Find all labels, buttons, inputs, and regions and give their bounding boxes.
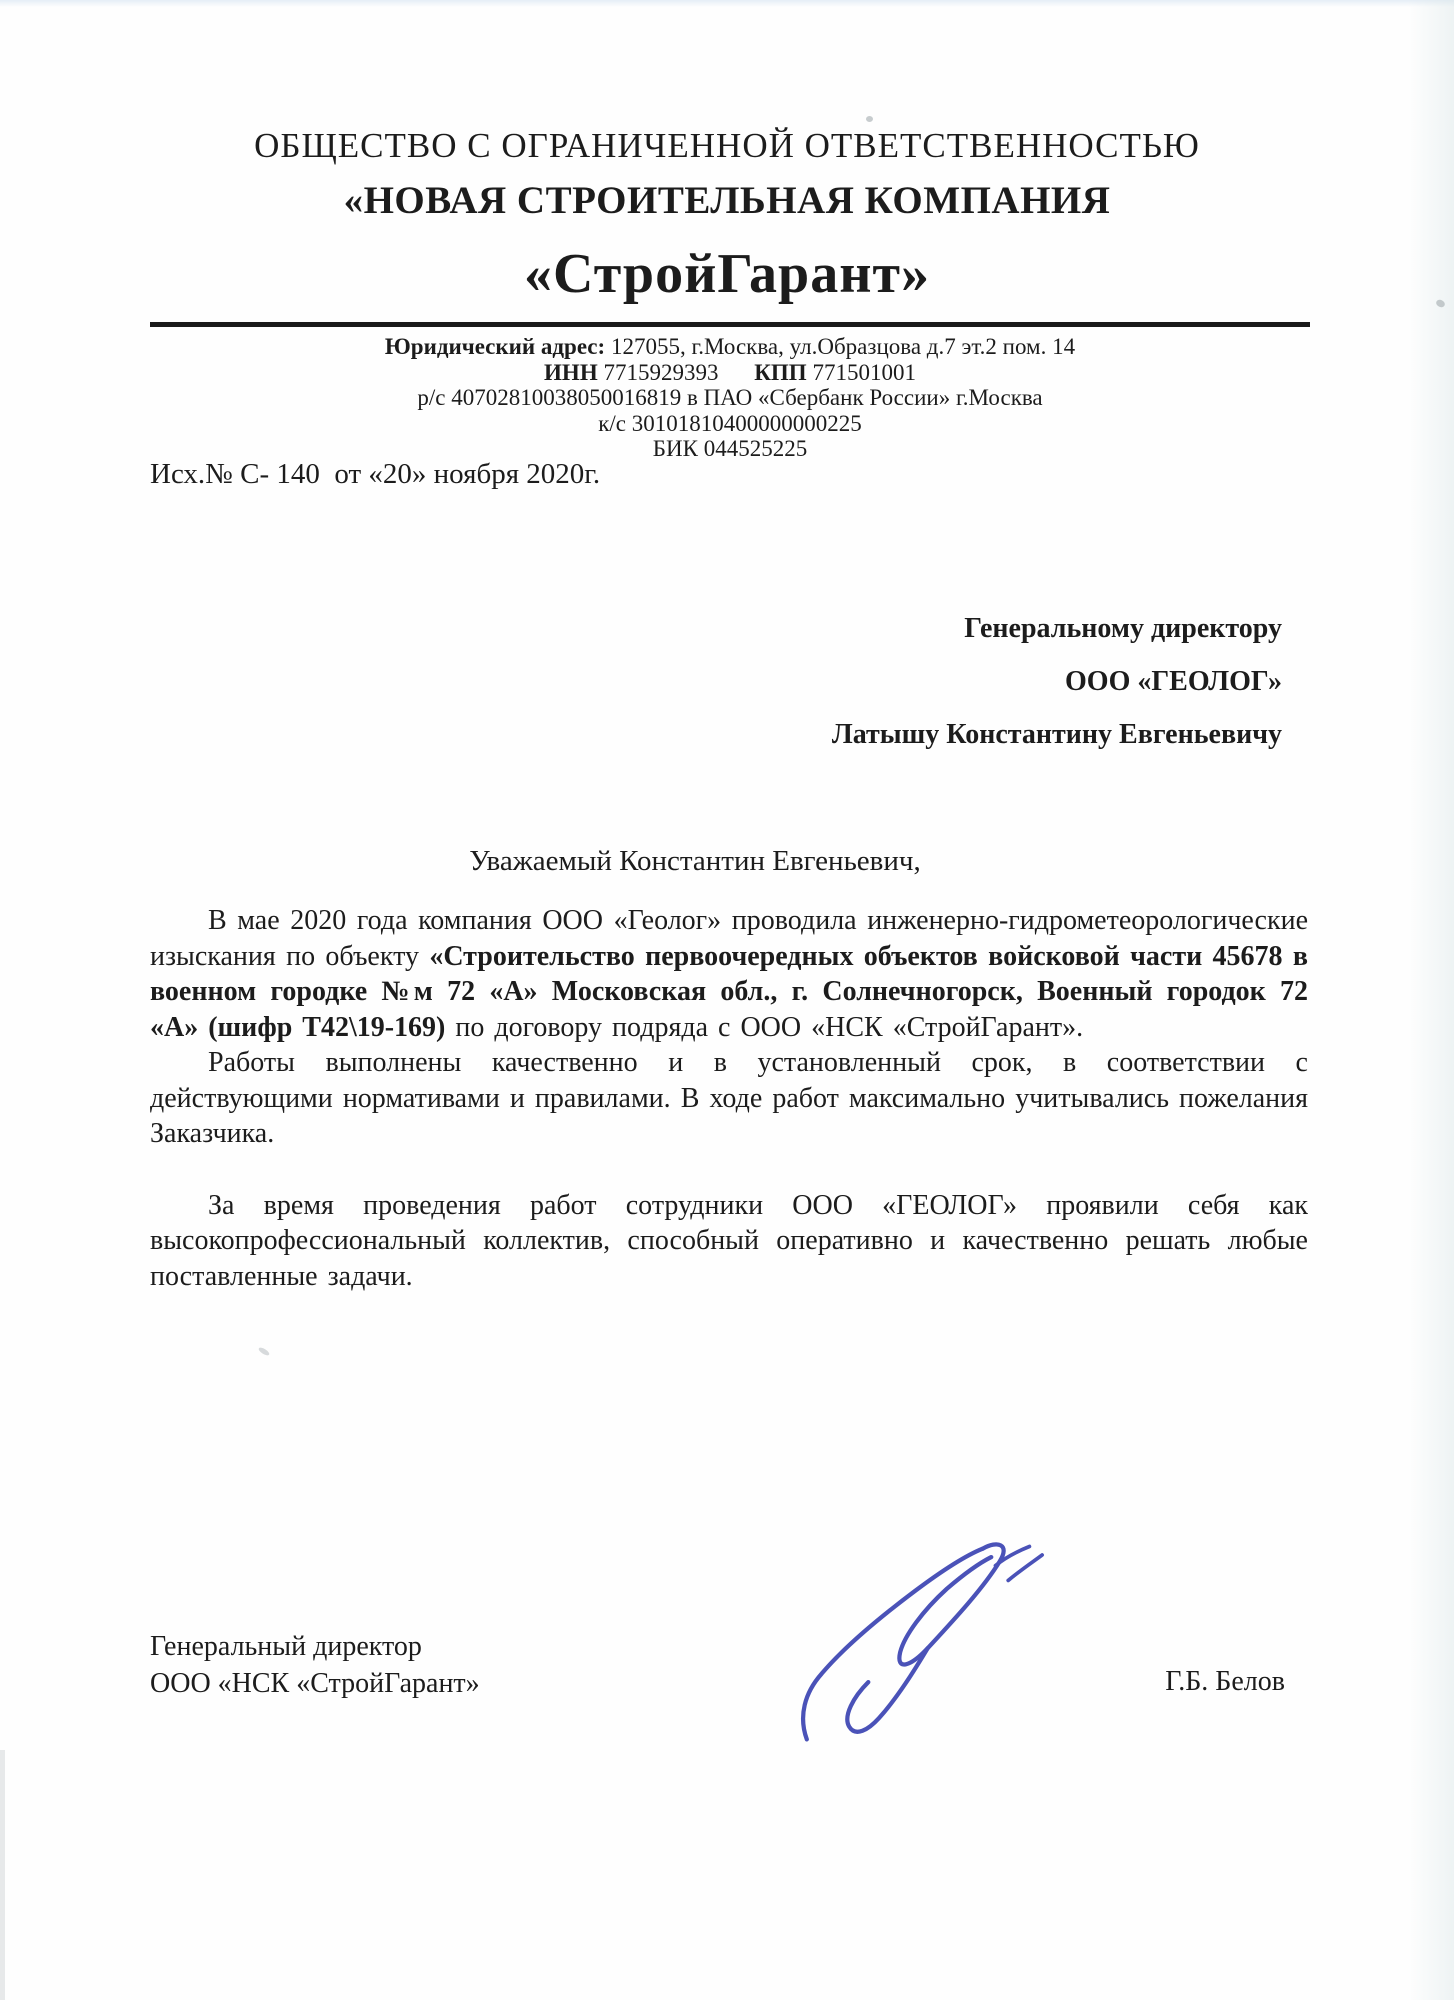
body-paragraph-1 (150, 903, 1308, 1045)
scan-speck (258, 1346, 271, 1357)
salutation: Уважаемый Константин Евгеньевич, (469, 845, 921, 877)
paragraph-1-text-end: по договору подряда с ООО «НСК «СтройГарант». (445, 1011, 1084, 1043)
kpp-value: 771501001 (812, 359, 916, 385)
body-paragraph-3: За время проведения работ сотрудники ООО «ГЕОЛОГ» проявили себя как высокопрофессиональный коллектив, способный оперативно и качественно решать любые поставленные задачи. (150, 1189, 1308, 1292)
bik-line: БИК 044525225 (652, 436, 808, 461)
signer-name: Г.Б. Белов (1165, 1666, 1285, 1697)
signature-stroke (899, 1544, 1003, 1664)
scan-speck (866, 116, 873, 122)
scan-edge-left (0, 1750, 5, 2000)
signer-title (150, 1628, 480, 1702)
kpp-label: КПП (754, 359, 807, 385)
signer-title-line2: ООО «НСК «СтройГарант» (150, 1668, 480, 1699)
legal-address-label: Юридический адрес: (384, 334, 606, 359)
recipient-position: Генеральному директору (964, 613, 1282, 644)
signature-scribble (770, 1538, 1062, 1750)
handwritten-signature-icon (770, 1538, 1062, 1750)
org-type-line: ОБЩЕСТВО С ОГРАНИЧЕННОЙ ОТВЕТСТВЕННОСТЬЮ (254, 126, 1200, 165)
legal-address-value: 127055, г.Москва, ул.Образцова д.7 эт.2 пом. 14 (610, 334, 1076, 359)
correspondent-account-line: к/с 30101810400000000225 (598, 410, 862, 436)
letterhead-rule (150, 322, 1310, 327)
settlement-account-line: р/с 40702810038050016819 в ПАО «Сбербанк России» г.Москва (417, 385, 1043, 410)
inn-value: 7715929393 (603, 359, 719, 385)
recipient-company: ООО «ГЕОЛОГ» (1065, 666, 1282, 697)
inn-label: ИНН (544, 359, 598, 385)
org-name-line2: «СтройГарант» (524, 243, 930, 305)
scan-edge-top (0, 0, 1454, 7)
paragraph-1-object-bold: «Строительство первоочередных объектов войсковой части 45678 в военном городке №м 72 «А» Московская обл., г. Солнечногорск, Военный городок 72 «А» (шифр Т42\19-169) (150, 940, 1309, 1043)
paragraph-1-text-start: В мае 2020 года компания ООО «Геолог» проводила инженерно-гидрометеорологические изыскания по объекту (150, 905, 1308, 972)
letterhead-requisites (150, 334, 1310, 462)
signature-stroke (803, 1549, 983, 1740)
org-name-line1: «НОВАЯ СТРОИТЕЛЬНАЯ КОМПАНИЯ (343, 179, 1111, 222)
recipient-person: Латышу Константину Евгеньевичу (831, 719, 1282, 750)
body-paragraph-2: Работы выполнены качественно и в установленный срок, в соответствии с действующими нормативами и правилами. В ходе работ максимально учитывались пожелания Заказчика. (150, 1047, 1308, 1149)
legal-address-line (150, 334, 1310, 360)
letter-body (150, 903, 1308, 1294)
outgoing-ref-line: Исх.№ С- 140 от «20» ноября 2020г. (150, 458, 601, 490)
recipient-block (832, 612, 1282, 771)
inn-kpp-line (150, 360, 1310, 386)
signer-title-line1: Генеральный директор (150, 1631, 422, 1662)
